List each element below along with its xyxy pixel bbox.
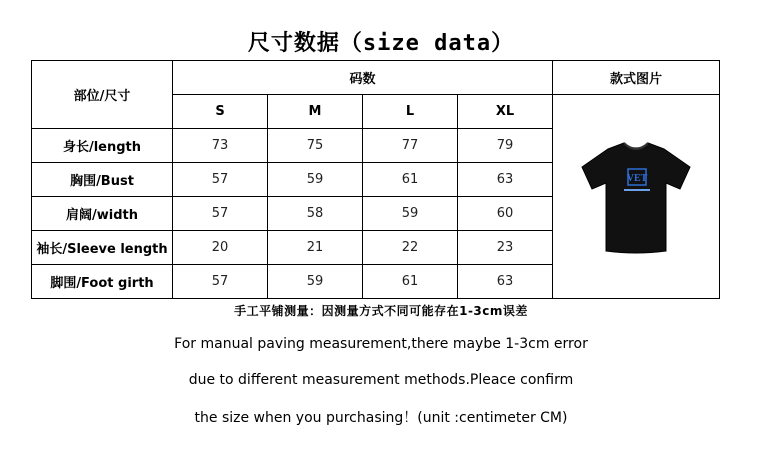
cell-value: 23 — [458, 231, 553, 265]
part-size-header: 部位/尺寸 — [32, 61, 173, 129]
measurement-note-en-line1: For manual paving measurement,there maybe 1-3cm error — [174, 336, 588, 352]
cell-value: 58 — [268, 197, 363, 231]
row-label: 袖长/Sleeve length — [32, 231, 173, 265]
page-title: 尺寸数据（size data） — [247, 31, 515, 56]
cell-value: 22 — [363, 231, 458, 265]
size-header-s: S — [173, 95, 268, 129]
cell-value: 75 — [268, 129, 363, 163]
logo-text: VET — [626, 172, 648, 184]
cell-value: 61 — [363, 265, 458, 299]
row-label: 肩阔/width — [32, 197, 173, 231]
cell-value: 61 — [363, 163, 458, 197]
logo-subtext — [624, 189, 650, 191]
cell-value: 59 — [268, 265, 363, 299]
size-header-m: M — [268, 95, 363, 129]
cell-value: 59 — [363, 197, 458, 231]
cell-value: 77 — [363, 129, 458, 163]
cell-value: 73 — [173, 129, 268, 163]
cell-value: 21 — [268, 231, 363, 265]
cell-value: 59 — [268, 163, 363, 197]
row-label: 脚围/Foot girth — [32, 265, 173, 299]
cell-value: 63 — [458, 265, 553, 299]
tshirt-image — [566, 127, 706, 267]
measurement-note-en-line3: the size when you purchasing！(unit :centimeter CM) — [194, 410, 568, 426]
cell-value: 63 — [458, 163, 553, 197]
row-label: 身长/length — [32, 129, 173, 163]
size-header-xl: XL — [458, 95, 553, 129]
measurement-note-en-line2: due to different measurement methods.Pleace confirm — [188, 372, 574, 388]
cell-value: 20 — [173, 231, 268, 265]
cell-value: 57 — [173, 265, 268, 299]
cell-value: 57 — [173, 197, 268, 231]
tshirt-body — [582, 143, 690, 253]
photo-header: 款式图片 — [553, 61, 720, 95]
size-header-l: L — [363, 95, 458, 129]
cell-value: 57 — [173, 163, 268, 197]
cell-value: 60 — [458, 197, 553, 231]
measurement-note-cn: 手工平铺测量：因测量方式不同可能存在1-3cm误差 — [234, 304, 528, 318]
size-group-header: 码数 — [173, 61, 553, 95]
row-label: 胸围/Bust — [32, 163, 173, 197]
size-table — [31, 60, 720, 299]
cell-value: 79 — [458, 129, 553, 163]
product-photo-cell — [553, 95, 720, 299]
